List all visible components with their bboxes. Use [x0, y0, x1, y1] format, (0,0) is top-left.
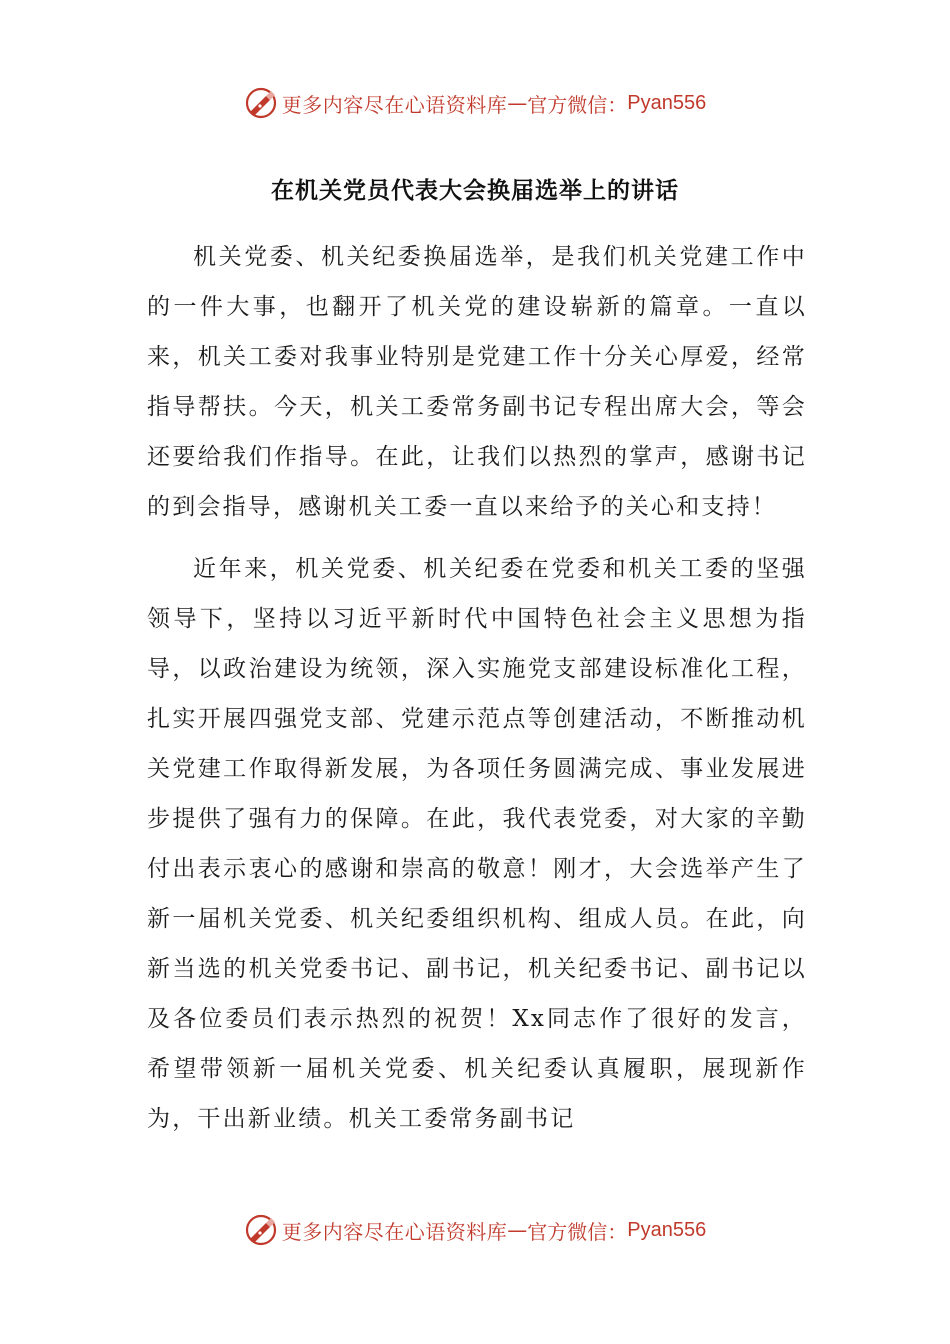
footer-banner: [0, 1210, 950, 1250]
paragraph-1: 机关党委、机关纪委换届选举，是我们机关党建工作中的一件大事，也翻开了机关党的建设崭新的篇章。一直以来，机关工委对我事业特别是党建工作十分关心厚爱，经常指导帮扶。今天，机关工委常务副书记专程出席大会，等会还要给我们作指导。在此，让我们以热烈的掌声，感谢书记的到会指导，感谢机关工委一直以来给予的关心和支持！: [147, 244, 807, 520]
pen-nib-logo-icon: [244, 1213, 278, 1247]
banner-wechat-label: 官方微信：: [527, 1219, 628, 1244]
paragraph-2: 近年来，机关党委、机关纪委在党委和机关工委的坚强领导下，坚持以习近平新时代中国特色社会主义思想为指导，以政治建设为统领，深入实施党支部建设标准化工程，扎实开展四强党支部、党建示范点等创建活动，不断推动机关党建工作取得新发展，为各项任务圆满完成、事业发展进步提供了强有力的保障。在此，我代表党委，对大家的辛勤付出表示衷心的感谢和崇高的敬意！刚才，大会选举产生了新一届机关党委、机关纪委组织机构、组成人员。在此，向新当选的机关党委书记、副书记，机关纪委书记、副书记以及各位委员们表示热烈的祝贺！Xx同志作了很好的发言，希望带领新一届机关党委、机关纪委认真履职，展现新作为，干出新业绩。机关工委常务副书记: [147, 556, 807, 1132]
document-title: 在机关党员代表大会换届选举上的讲话: [271, 178, 679, 204]
header-banner: [0, 83, 950, 123]
banner-wechat-id: Pyan556: [627, 91, 707, 114]
banner-brand-text: 更多内容尽在心语资料库: [281, 92, 508, 117]
banner-wechat-label: 官方微信：: [527, 92, 628, 117]
document-body: [147, 232, 807, 1144]
banner-separator: —: [507, 1218, 528, 1242]
banner-wechat-id: Pyan556: [627, 1218, 707, 1241]
pen-nib-logo-icon: [244, 86, 278, 120]
banner-separator: —: [507, 91, 528, 115]
banner-brand-text: 更多内容尽在心语资料库: [281, 1219, 508, 1244]
